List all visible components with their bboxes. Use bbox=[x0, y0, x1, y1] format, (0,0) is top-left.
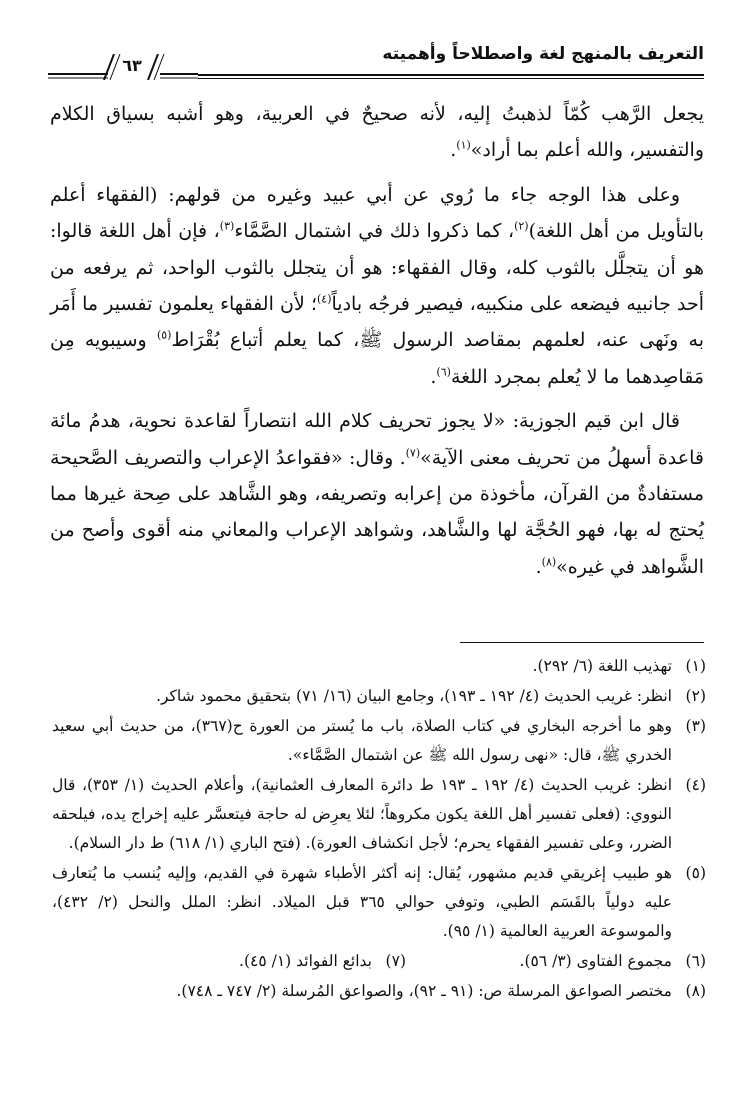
paragraph-1-end: . bbox=[450, 139, 457, 162]
footnote-item bbox=[52, 977, 706, 1006]
paragraph-2-end: . bbox=[430, 365, 437, 388]
header-rule-thin bbox=[198, 78, 704, 79]
footnote-separator bbox=[460, 642, 704, 643]
footnote-item bbox=[239, 947, 406, 976]
footnote-ref-5[interactable]: (٥) bbox=[156, 329, 172, 343]
footnote-text: مختصر الصواعق المرسلة ص: (٩١ ـ ٩٢)، والصواعق المُرسلة (٢/ ٧٤٧ ـ ٧٤٨). bbox=[176, 982, 672, 1000]
footnotes bbox=[52, 652, 706, 1007]
paragraph-3 bbox=[50, 403, 704, 585]
footnote-number: (١) bbox=[685, 657, 706, 675]
footnote-text: مجموع الفتاوى (٣/ ٥٦). bbox=[519, 952, 672, 970]
header-rule bbox=[198, 74, 704, 76]
footnote-text: تهذيب اللغة (٦/ ٢٩٢). bbox=[532, 657, 672, 675]
footnote-number: (٢) bbox=[685, 687, 706, 705]
footnote-item bbox=[52, 682, 706, 711]
footnote-ref-6[interactable]: (٦) bbox=[436, 365, 451, 379]
footnote-item bbox=[52, 712, 706, 770]
footnote-ref-3[interactable]: (٣) bbox=[219, 219, 235, 233]
paragraph-2-text-d: ؛ لأن الفقهاء يعلمون تفسير ما أَمَر به ونَهى عنه، لعلمهم بمقاصد الرسول ﷺ، كما يعلم أتباع بُقْرَاط bbox=[50, 293, 704, 352]
footnote-text: هو طبيب إغريقي قديم مشهور، يُقال: إنه أكثر الأطباء شهرة في القديم، وإليه يُنسب ما يُتعارف عليه دولياً بالقَسَم الطبي، وتوفي حوالي ٣٦٥ قبل الميلاد. انظر: الملل والنحل (٢/ ٤٣٢)، والموسوعة العربية العالمية (١/ ٩٥). bbox=[52, 864, 673, 940]
paragraph-3-text-b: . وقال: «فقواعدُ الإعراب والتصريف الصَّحيحة مستفادةٌ من القرآن، مأخوذة من إعرابه وتصريفه، وهو الشَّاهد على صِحة غيرها مما يُحتج له بها، فهو الحُجَّة لها والشَّاهد، وشواهد الإعراب والمعاني منه أقوى وأصح من الشَّواهد في غيره» bbox=[50, 446, 704, 578]
paragraph-2-text-e: وسيبويه مِن مَقاصِدهما ما لا يُعلم بمجرد اللغة bbox=[50, 329, 704, 388]
page-header bbox=[38, 40, 704, 80]
footnote-number: (٥) bbox=[685, 864, 706, 882]
paragraph-3-text-a: قال ابن قيم الجوزية: «لا يجوز تحريف كلام الله انتصاراً لقاعدة نحوية، هدمُ مائة قاعدة أسهلُ من تحريف معنى الآية» bbox=[50, 410, 704, 469]
paragraph-2-text-c: ، فإن أهل اللغة قالوا: هو أن يتجلَّل بالثوب كله، وقال الفقهاء: هو أن يتجلل بالثوب الواحد، ثم يرفعه من أحد جانبيه فيضعه على منكبيه، فيصير فرجُه بادياً bbox=[50, 220, 704, 316]
paragraph-2-text-b: ، كما ذكروا ذلك في اشتمال الصَّمَّاء bbox=[234, 220, 515, 243]
main-text bbox=[50, 96, 704, 593]
footnote-ref-7[interactable]: (٧) bbox=[405, 446, 421, 460]
running-title: التعريف بالمنهج لغة واصطلاحاً وأهميته bbox=[382, 44, 704, 64]
footnote-number: (٦) bbox=[685, 952, 706, 970]
footnote-number: (٨) bbox=[685, 982, 706, 1000]
footnote-text: وهو ما أخرجه البخاري في كتاب الصلاة، باب ما يُستر من العورة ح(٣٦٧)، من حديث أبي سعيد الخدري ﷺ، قال: «نهى رسول الله ﷺ عن اشتمال الصَّمَّاء». bbox=[52, 717, 672, 764]
footnote-text: انظر: غريب الحديث (٤/ ١٩٢ ـ ١٩٣ ط دائرة المعارف العثمانية)، وأعلام الحديث (١/ ٣٥٣)، قال النووي: (فعلى تفسير أهل اللغة يكون مكروهاً؛ لئلا يعرِض له حاجة فيتعسَّر عليه إخراج يده، فيلحقه الضرر، وعلى تفسير الفقهاء يحرم؛ لأجل انكشاف العورة). (فتح الباري (١/ ٦١٨) ط دار السلام). bbox=[52, 776, 673, 852]
footnote-number: (٤) bbox=[685, 776, 706, 794]
footnote-row-pair bbox=[52, 947, 706, 976]
footnote-item bbox=[52, 771, 706, 858]
footnote-ref-8[interactable]: (٨) bbox=[541, 555, 557, 569]
footnote-text: انظر: غريب الحديث (٤/ ١٩٢ ـ ١٩٣)، وجامع البيان (١٦/ ٧١) بتحقيق محمود شاكر. bbox=[156, 687, 672, 705]
paragraph-3-end: . bbox=[535, 555, 542, 578]
footnote-number: (٣) bbox=[685, 717, 706, 735]
paragraph-1-text: يجعل الرَّهب كُمّاً لذهبتُ إليه، لأنه صحيحٌ في العربية، وهو أشبه بسياق الكلام والتفسير، والله أعلم بما أراد» bbox=[50, 103, 704, 162]
page-number-frame bbox=[48, 54, 198, 80]
footnote-ref-4[interactable]: (٤) bbox=[317, 292, 332, 306]
footnote-text: بدائع الفوائد (١/ ٤٥). bbox=[239, 952, 372, 970]
footnote-item bbox=[52, 652, 706, 681]
paragraph-2-text-a: وعلى هذا الوجه جاء ما رُوي عن أبي عبيد وغيره من قولهم: (الفقهاء أعلم بالتأويل من أهل اللغة) bbox=[50, 183, 704, 243]
page-number: ٦٣ bbox=[122, 56, 142, 75]
footnote-item bbox=[52, 859, 706, 946]
footnote-ref-1[interactable]: (١) bbox=[456, 139, 471, 153]
footnote-ref-2[interactable]: (٢) bbox=[514, 219, 529, 233]
footnote-item bbox=[406, 947, 706, 976]
paragraph-1 bbox=[50, 96, 704, 169]
footnote-number: (٧) bbox=[385, 952, 406, 970]
paragraph-2 bbox=[50, 177, 704, 395]
